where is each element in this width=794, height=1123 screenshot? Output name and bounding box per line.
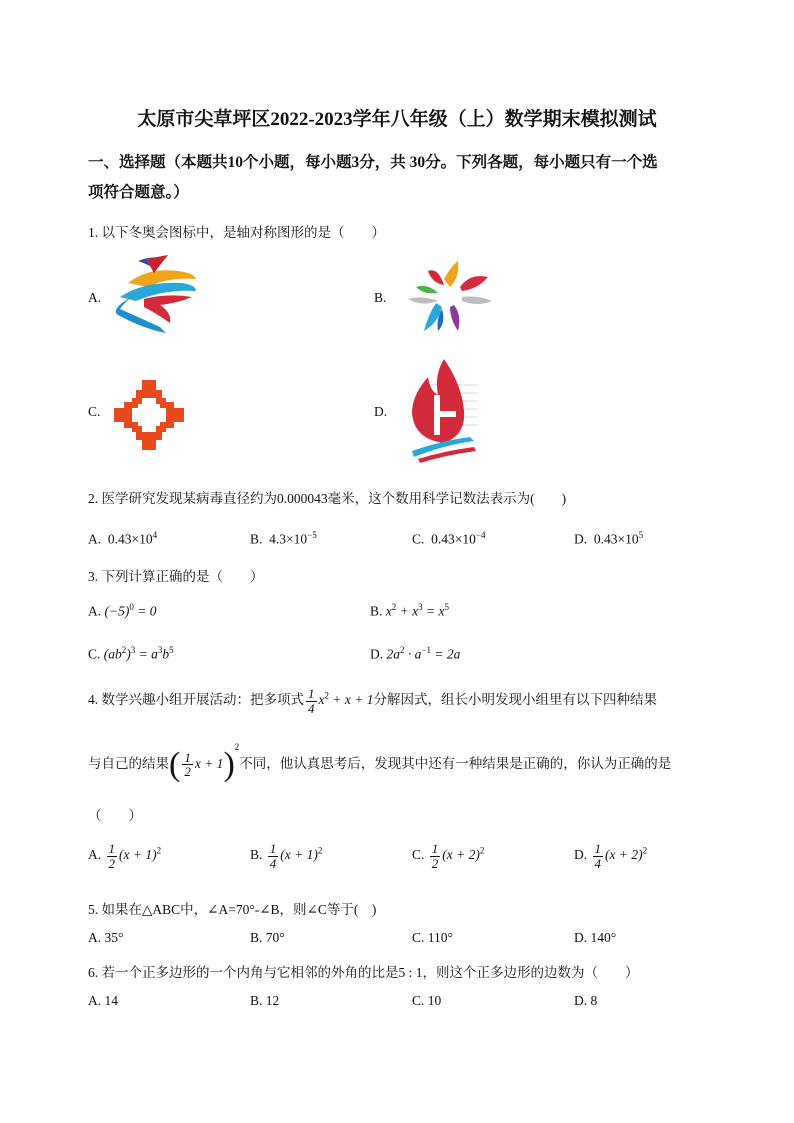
q2-option-a-label: A. (88, 531, 102, 547)
q5-option-b: B. 70° (250, 930, 285, 945)
q4-option-b: B. $\frac{1}{4}$ $(x + 1)^2$ (250, 841, 323, 871)
q2-option-d-label: D. (574, 531, 588, 547)
question-5-stem: 5. 如果在△ABC中，∠A=70°-∠B，则∠C等于( ) (88, 902, 377, 917)
q2-option-c-label: C. (412, 531, 425, 547)
q3-option-a: A. $(-5)^0 = 0$ (88, 602, 157, 619)
q2-option-a-exp: 4 (152, 530, 158, 540)
q6-option-a: A. 14 (88, 993, 118, 1008)
q5-option-c: C. 110° (412, 930, 453, 945)
winter-paralympics-emblem-b-icon (398, 257, 498, 337)
page-title: 太原市尖草坪区2022-2023学年八年级（上）数学期末模拟测试 (137, 109, 657, 130)
q3-option-c-label: C. (88, 646, 101, 662)
question-3-stem: 3. 下列计算正确的是（ ） (88, 569, 264, 584)
winter-olympics-emblem-a-icon (108, 253, 200, 339)
q2-option-d (574, 530, 643, 548)
q6-option-b: B. 12 (250, 993, 280, 1008)
q6-option-d: D. 8 (574, 993, 598, 1008)
q1-option-d-label: D. (374, 404, 388, 419)
q2-option-c-exp: −4 (475, 530, 486, 540)
q2-option-a (88, 530, 157, 548)
q2-option-d-exp: 5 (638, 530, 644, 540)
q4-option-c: C. $\frac{1}{2}$ $(x + 2)^2$ (412, 841, 485, 871)
q3-option-c: C. $(ab^2)^3 = a^3b^5$ (88, 645, 174, 662)
q4-stem-b: 分解因式，组长小明发现小组里有以下四种结果 (373, 692, 657, 708)
section-heading-line1: 一、选择题（本题共10个小题，每小题3分，共 30分。下列各题，每小题只有一个选 (88, 154, 658, 171)
question-4-line3: （ ） (88, 808, 142, 823)
q6-option-c: C. 10 (412, 993, 442, 1008)
question-4-line2: 与自己的结果( $\frac{1}{2}$ x + 1)$^2$不同，他认真思考后，发现其中还有一种结果是正确的，你认为正确的是 (88, 742, 672, 783)
q2-option-b-exp: −5 (307, 530, 317, 540)
q1-option-a-label: A. (88, 290, 102, 305)
q2-option-b-label: B. (250, 531, 263, 547)
q4-option-a-label: A. (88, 847, 102, 863)
q3-option-b: B. $x^2 + x^3 = x^5$ (370, 602, 449, 619)
q3-option-d-label: D. (370, 646, 384, 662)
q4-option-a: A. $\frac{1}{2}$ $(x + 1)^2$ (88, 841, 162, 871)
q5-option-a: A. 35° (88, 930, 124, 945)
q2-option-b-base: 4.3×10 (269, 531, 308, 547)
question-1-stem: 1. 以下冬奥会图标中，是轴对称图形的是（ ） (88, 225, 385, 240)
q4-line2-b: 不同，他认真思考后，发现其中还有一种结果是正确的，你认为正确的是 (239, 756, 672, 771)
question-2-stem: 2. 医学研究发现某病毒直径约为0.000043毫米，这个数用科学记数法表示为( ) (88, 491, 567, 506)
q2-option-d-base: 0.43×10 (593, 531, 639, 547)
q4-option-b-label: B. (250, 847, 263, 863)
q3-option-a-label: A. (88, 603, 102, 619)
q2-option-c (412, 530, 485, 548)
q4-option-d: D. $\frac{1}{4}$ $(x + 2)^2$ (574, 841, 648, 871)
q4-line2-a: 与自己的结果 (88, 756, 169, 771)
question-6-stem: 6. 若一个正多边形的一个内角与它相邻的外角的比是5 : 1，则这个正多边形的边数为（ ） (88, 965, 639, 980)
question-4-line1: 4. 数学兴趣小组开展活动：把多项式 $\frac{1}{4}$ $x^2 + x + 1$分解因式，组长小明发现小组里有以下四种结果 (88, 686, 657, 716)
q2-option-c-base: 0.43×10 (431, 531, 476, 547)
q4-option-c-label: C. (412, 847, 425, 863)
emblem-c-icon (112, 378, 186, 452)
q1-option-c-label: C. (88, 404, 101, 419)
q5-option-d: D. 140° (574, 930, 617, 945)
q3-option-d: D. $2a^2 \cdot a^{-1} = 2a$ (370, 645, 461, 662)
q1-option-b-label: B. (374, 290, 387, 305)
q4-stem-a: 4. 数学兴趣小组开展活动：把多项式 (88, 692, 304, 708)
flame-emblem-d-icon (404, 355, 484, 467)
q2-option-b (250, 530, 317, 548)
q3-option-b-label: B. (370, 603, 383, 619)
section-heading-line2: 项符合题意。） (88, 184, 189, 201)
q2-option-a-base: 0.43×10 (107, 531, 153, 547)
q4-option-d-label: D. (574, 847, 588, 863)
